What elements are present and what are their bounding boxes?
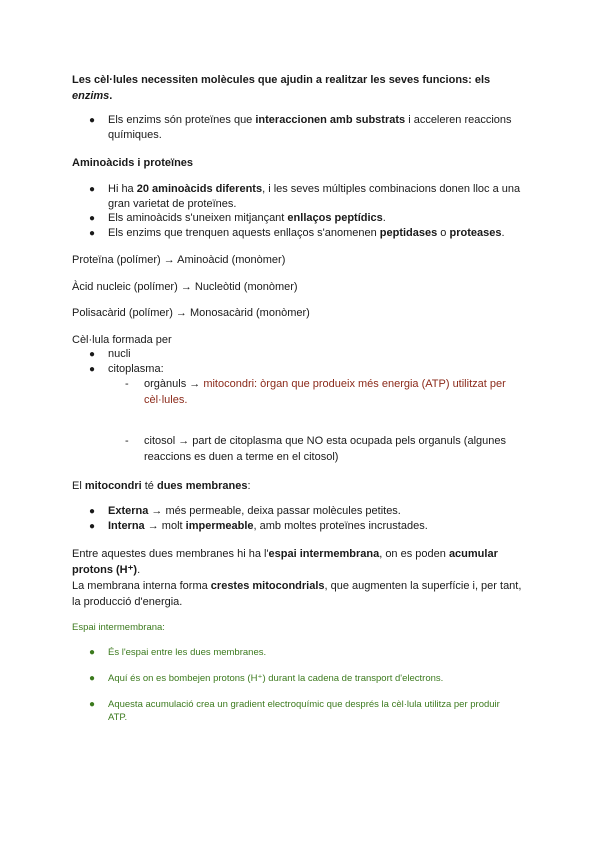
enzims-term: enzims: [72, 90, 110, 102]
sub-item-organuls: - orgànuls → mitocondri: òrgan que produeix més energia (ATP) utilitzat per cèl·lules.: [125, 378, 506, 406]
relation-protein: Proteïna (polímer) → Aminoàcid (monòmer): [72, 254, 286, 266]
bullet-icon: ●: [89, 364, 96, 375]
list-item: ● Hi ha 20 aminoàcids diferents, i les seves múltiples combinacions donen lloc a una gran varietat de proteïnes.: [89, 183, 521, 210]
bullet-icon: ●: [89, 699, 96, 710]
bullet-icon: ●: [89, 115, 96, 126]
list-item: ● És l'espai entre les dues membranes.: [89, 647, 267, 658]
dash-icon: -: [125, 435, 129, 447]
bullet-icon: ●: [89, 349, 96, 360]
bullet-icon: ●: [89, 673, 96, 684]
list-item: ● Externa → més permeable, deixa passar molècules petites.: [89, 505, 401, 517]
green-section-title: Espai intermembrana:: [72, 622, 165, 633]
bullet-icon: ●: [89, 184, 96, 195]
list-item: ● Aquí és on es bombejen protons (H⁺) durant la cadena de transport d'electrons.: [89, 673, 444, 684]
relation-nucleic: Àcid nucleic (polímer) → Nucleòtid (monòmer): [72, 281, 298, 293]
intro-line-1: Les cèl·lules necessiten molècules que ajudin a realitzar les seves funcions: els: [72, 74, 491, 86]
cell-title: Cèl·lula formada per: [72, 334, 172, 346]
list-item: ● Interna → molt impermeable, amb moltes proteïnes incrustades.: [89, 520, 428, 532]
list-item: ● Aquesta acumulació crea un gradient electroquímic que després la cèl·lula utilitza per produir ATP.: [89, 699, 500, 723]
mitocondri-paragraph: El mitocondri té dues membranes:: [72, 480, 251, 492]
intro-line-2: enzims.: [72, 90, 113, 102]
bullet-icon: ●: [89, 228, 96, 239]
bullet-icon: ●: [89, 647, 96, 658]
bullet-icon: ●: [89, 213, 96, 224]
list-item: ● Els enzims que trenquen aquests enllaços s'anomenen peptidases o proteases.: [89, 227, 505, 239]
dash-icon: -: [125, 378, 129, 390]
list-item: ● citoplasma:: [89, 363, 164, 375]
bullet-icon: ●: [89, 506, 96, 517]
relation-polysaccharide: Polisacàrid (polímer) → Monosacàrid (monòmer): [72, 307, 310, 319]
list-item: ● Els enzims són proteïnes que interaccionen amb substrats i acceleren reaccions químiques.: [89, 114, 512, 141]
sub-item-citosol: - citosol → part de citoplasma que NO esta ocupada pels organuls (algunes reaccions es duen a terme en el citosol): [125, 435, 506, 463]
list-item: ● Els aminoàcids s'uneixen mitjançant enllaços peptídics.: [89, 212, 386, 224]
section-heading-aminoacids: Aminoàcids i proteïnes: [72, 157, 194, 169]
mitocondri-note: mitocondri: òrgan que produeix més energia (ATP) utilitzat per: [203, 378, 506, 390]
intro-paragraph: [72, 72, 532, 104]
espai-paragraph: Entre aquestes dues membranes hi ha l'espai intermembrana, on es poden acumular protons (H⁺). La membrana interna forma crestes mitocondrials, que augmenten la superfície i, per tant, la producció d'energia.: [72, 548, 522, 608]
list-item: ● nucli: [89, 348, 131, 360]
bullet-icon: ●: [89, 521, 96, 532]
